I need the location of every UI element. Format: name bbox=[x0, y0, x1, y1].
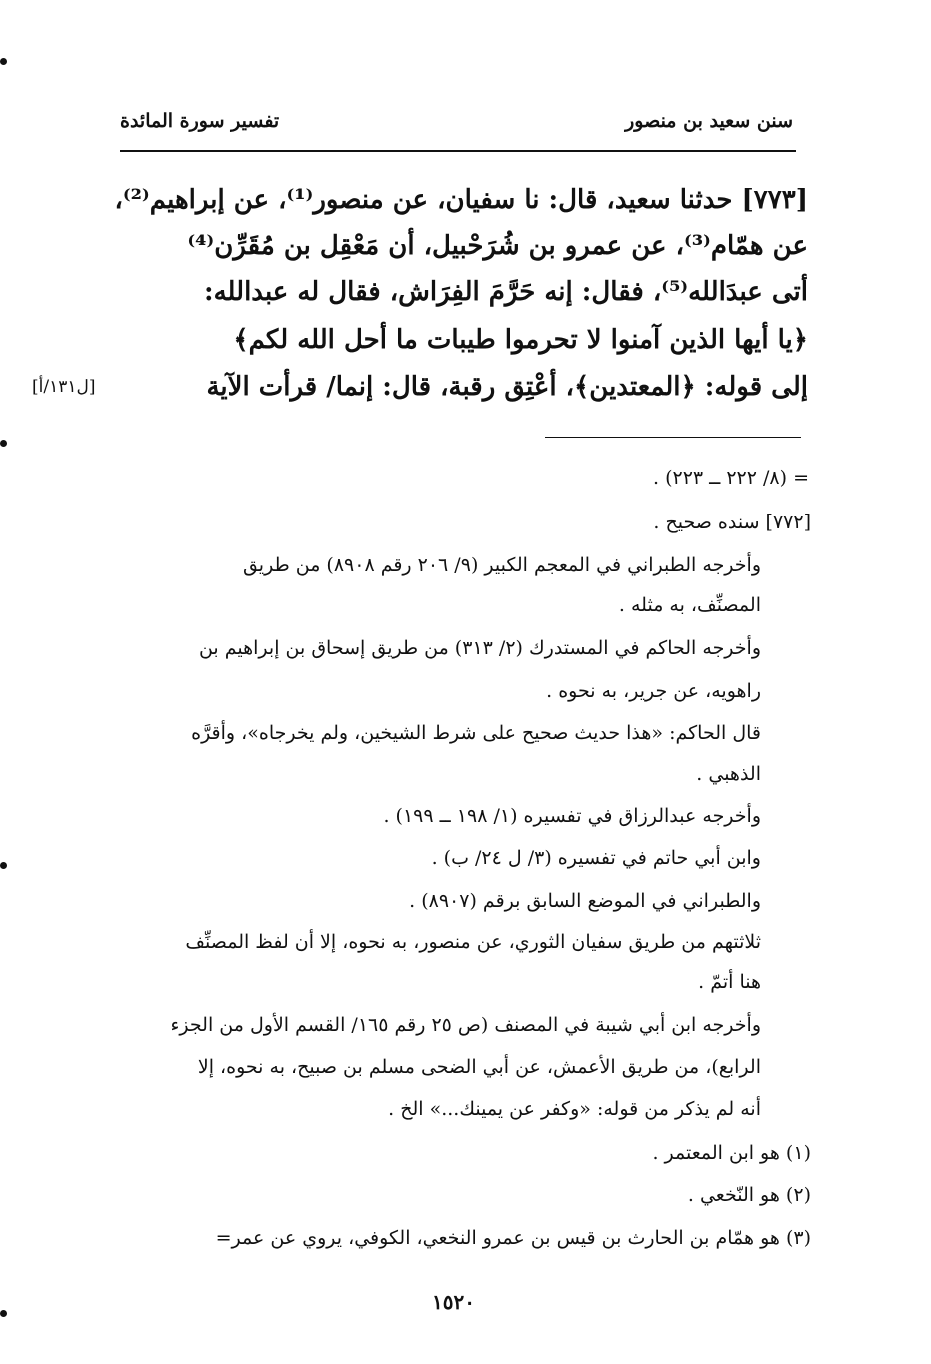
hadith-line-5: إلى قوله: ﴿المعتدين﴾، أعْتِق رقبة، قال: إنما/ قرأت الآية bbox=[206, 372, 808, 402]
note-line: راهويه، عن جرير، به نحوه . bbox=[546, 680, 761, 702]
note-line: وابن أبي حاتم في تفسيره (٣/ ل ٢٤/ ب) . bbox=[431, 847, 761, 869]
note-line: وأخرجه الطبراني في المعجم الكبير (٩/ ٢٠٦ رقم ٨٩٠٨) من طريق bbox=[242, 554, 761, 576]
footnote-3: (٣) هو همّام بن الحارث بن قيس بن عمرو النخعي، الكوفي، يروي عن عمر= bbox=[215, 1227, 811, 1249]
note-line: [٧٧٢] سنده صحيح . bbox=[653, 511, 811, 533]
note-line: الذهبي . bbox=[696, 763, 761, 785]
note-continuation: = (٨/ ٢٢٢ ــ ٢٢٣) . bbox=[652, 467, 809, 489]
hadith-line-2: عن همّام⁽³⁾، عن عمرو بن شُرَحْبيل، أن مَعْقِل بن مُقَرِّن⁽⁴⁾ bbox=[187, 231, 808, 261]
hadith-line-3: أتى عبدَالله⁽⁵⁾، فقال: إنه حَرَّمَ الفِرَاش، فقال له عبدالله: bbox=[204, 277, 808, 307]
book-title: سنن سعيد بن منصور bbox=[625, 110, 793, 132]
note-line: والطبراني في الموضع السابق برقم (٨٩٠٧) . bbox=[409, 890, 761, 912]
manuscript-folio-marker: [ل١٣١/أ] bbox=[32, 377, 96, 397]
scan-speck bbox=[0, 440, 7, 447]
hadith-line-1: [٧٧٣] حدثنا سعيد، قال: نا سفيان، عن منصور⁽¹⁾، عن إبراهيم⁽²⁾، bbox=[114, 185, 808, 215]
footnote-divider bbox=[545, 437, 801, 438]
note-line: وأخرجه الحاكم في المستدرك (٢/ ٣١٣) من طريق إسحاق بن إبراهيم بن bbox=[198, 637, 761, 659]
note-line: المصنِّف، به مثله . bbox=[618, 594, 761, 616]
note-line: ثلاثتهم من طريق سفيان الثوري، عن منصور، به نحوه، إلا أن لفظ المصنِّف bbox=[185, 931, 761, 953]
scan-speck bbox=[0, 58, 7, 65]
scan-speck bbox=[0, 1310, 7, 1317]
footnote-2: (٢) هو النّخعي . bbox=[687, 1184, 811, 1206]
note-line: الرابع)، من طريق الأعمش، عن أبي الضحى مسلم بن صبيح، به نحوه، إلا bbox=[197, 1056, 761, 1078]
page-number: ١٥٢٠ bbox=[432, 1290, 475, 1314]
header-divider bbox=[120, 150, 796, 152]
note-line: هنا أتمّ . bbox=[698, 971, 761, 993]
note-line: أنه لم يذكر من قوله: «وكفر عن يمينك...» الخ . bbox=[388, 1098, 761, 1120]
note-line: قال الحاكم: «هذا حديث صحيح على شرط الشيخين، ولم يخرجاه»، وأقرَّه bbox=[191, 722, 761, 744]
section-title: تفسير سورة المائدة bbox=[120, 110, 280, 132]
note-line: وأخرجه عبدالرزاق في تفسيره (١/ ١٩٨ ــ ١٩٩) . bbox=[383, 805, 761, 827]
scan-speck bbox=[0, 862, 7, 869]
footnote-1: (١) هو ابن المعتمر . bbox=[652, 1142, 811, 1164]
note-line: وأخرجه ابن أبي شيبة في المصنف (ص ٢٥ رقم ١٦٥/ القسم الأول من الجزء bbox=[170, 1014, 761, 1036]
hadith-line-4: ﴿يا أيها الذين آمنوا لا تحرموا طيبات ما أحل الله لكم﴾ bbox=[233, 325, 808, 355]
